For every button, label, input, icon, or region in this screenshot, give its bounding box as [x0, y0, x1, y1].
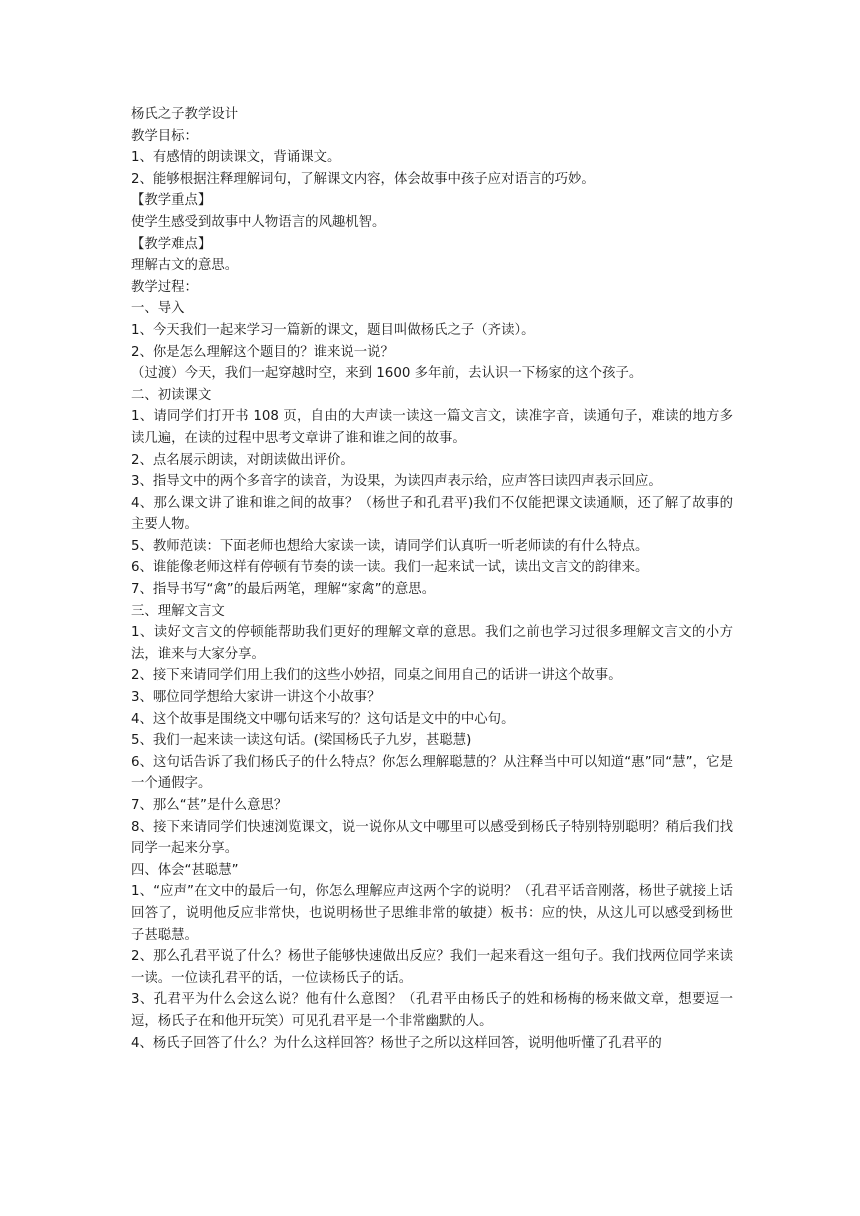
text-line: 1、“应声”在文中的最后一句，你怎么理解应声这两个字的说明？（孔君平话音刚落，杨世子就接上话回答了，说明他反应非常快，也说明杨世子思维非常的敏捷）板书：应的快，从这儿可以感受到杨世子甚聪慧。: [131, 884, 733, 943]
text-line: 5、我们一起来读一读这句话。(梁国杨氏子九岁，甚聪慧): [131, 733, 472, 749]
text-line: 1、今天我们一起来学习一篇新的课文，题目叫做杨氏之子（齐读）。: [131, 322, 535, 338]
text-line: 2、能够根据注释理解词句，了解课文内容，体会故事中孩子应对语言的巧妙。: [131, 171, 595, 187]
text-line: 7、指导书写“禽”的最后两笔，理解“家禽”的意思。: [131, 582, 436, 598]
text-line: 杨氏之子教学设计: [131, 107, 239, 122]
text-line: 2、接下来请同学们用上我们的这些小妙招，同桌之间用自己的话讲一讲这个故事。: [131, 668, 622, 684]
text-line: 3、哪位同学想给大家讲一讲这个小故事？: [131, 690, 381, 706]
text-line: （过渡）今天，我们一起穿越时空，来到 1600 多年前，去认识一下杨家的这个孩子。: [131, 366, 643, 382]
text-line: 教学目标：: [131, 128, 198, 144]
text-line: 理解古文的意思。: [131, 258, 239, 274]
text-line: 1、有感情的朗读课文，背诵课文。: [131, 150, 341, 166]
text-line: 【教学重点】: [131, 193, 212, 209]
text-line: 1、读好文言文的停顿能帮助我们更好的理解文章的意思。我们之前也学习过很多理解文言文的小方法，谁来与大家分享。: [131, 625, 733, 662]
text-line: 1、请同学们打开书 108 页，自由的大声读一读这一篇文言文，读准字音，读通句子，难读的地方多读几遍，在读的过程中思考文章讲了谁和谁之间的故事。: [131, 409, 733, 446]
text-line: 三、理解文言文: [131, 603, 225, 619]
text-line: 7、那么“甚”是什么意思？: [131, 798, 288, 813]
text-line: 6、谁能像老师这样有停顿有节奏的读一读。我们一起来试一试，读出文言文的韵律来。: [131, 560, 649, 576]
text-line: 2、那么孔君平说了什么？杨世子能够快速做出反应？我们一起来看这一组句子。我们找两位同学来读一读。一位读孔君平的话，一位读杨氏子的话。: [131, 949, 733, 986]
text-line: 教学过程：: [131, 279, 198, 295]
text-line: 二、初读课文: [131, 387, 212, 403]
text-line: 3、孔君平为什么会这么说？他有什么意图？（孔君平由杨氏子的姓和杨梅的杨来做文章，想要逗一逗，杨氏子在和他开玩笑）可见孔君平是一个非常幽默的人。: [131, 992, 733, 1029]
document-page: [131, 104, 733, 1054]
text-line: 8、接下来请同学们快速浏览课文，说一说你从文中哪里可以感受到杨氏子特别特别聪明？稍后我们找同学一起来分享。: [131, 819, 733, 857]
text-line: 2、你是怎么理解这个题目的？谁来说一说？: [131, 344, 394, 360]
text-line: 一、导入: [131, 301, 185, 317]
text-line: 【教学难点】: [131, 236, 212, 252]
text-line: 4、这个故事是围绕文中哪句话来写的？这句话是文中的中心句。: [131, 711, 515, 727]
text-line: 使学生感受到故事中人物语言的风趣机智。: [131, 214, 386, 230]
text-line: 5、教师范读：下面老师也想给大家读一读，请同学们认真听一听老师读的有什么特点。: [131, 538, 649, 554]
text-line: 四、体会“甚聪慧”: [131, 862, 239, 878]
text-line: 4、那么课文讲了谁和谁之间的故事？（杨世子和孔君平)我们不仅能把课文读通顺，还了解了故事的主要人物。: [131, 495, 733, 533]
text-line: 2、点名展示朗读，对朗读做出评价。: [131, 452, 354, 468]
text-line: 4、杨氏子回答了什么？为什么这样回答？杨世子之所以这样回答，说明他听懂了孔君平的: [131, 1035, 662, 1051]
text-line: 6、这句话告诉了我们杨氏子的什么特点？你怎么理解聪慧的？从注释当中可以知道“惠”同“慧”，它是一个通假字。: [131, 754, 733, 792]
text-line: 3、指导文中的两个多音字的读音，为设果，为读四声表示给，应声答曰读四声表示回应。: [131, 474, 662, 490]
